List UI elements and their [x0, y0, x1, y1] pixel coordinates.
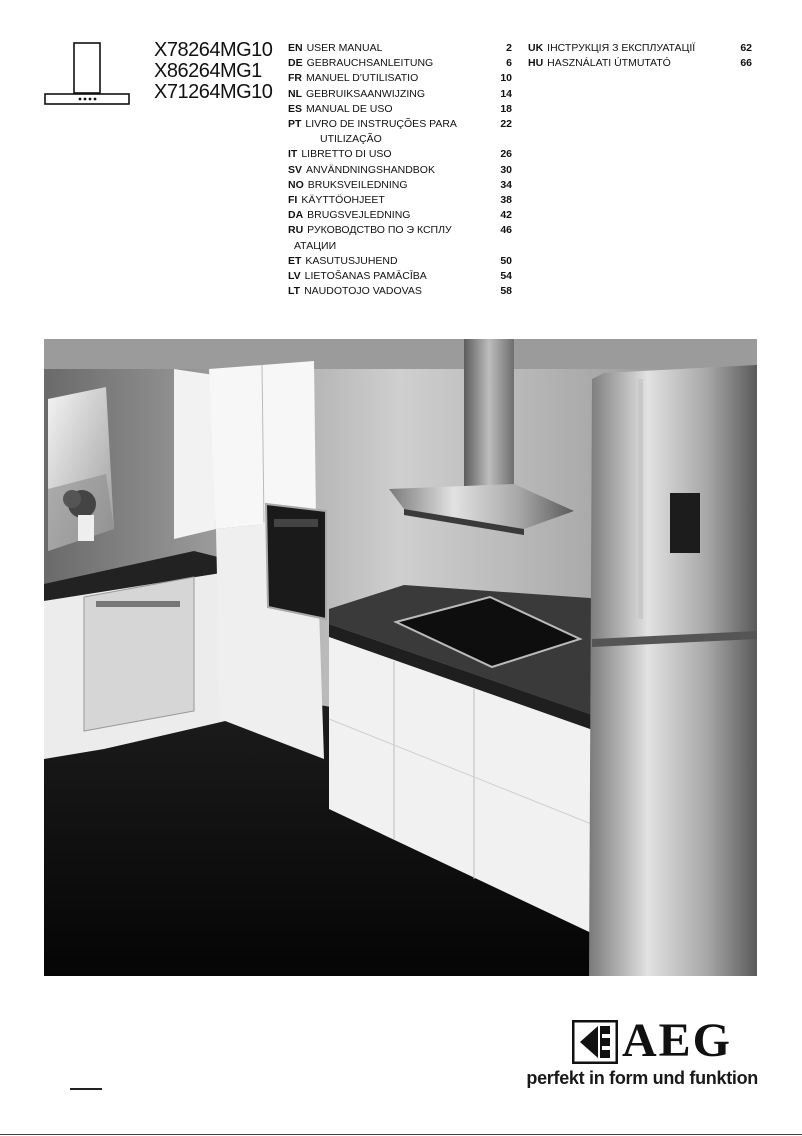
toc-entry-lv[interactable]: LV LIETOŠANAS PAMĀCĪBA 54	[288, 270, 512, 283]
table-of-contents-left	[288, 41, 512, 299]
model-list	[154, 40, 284, 103]
toc-entry-no[interactable]: NO BRUKSVEILEDNING 34	[288, 178, 512, 191]
toc-entry-sv[interactable]: SV ANVÄNDNINGSHANDBOK 30	[288, 163, 512, 176]
toc-entry-uk[interactable]: UK ІНСТРУКЦІЯ З ЕКСПЛУАТАЦІЇ 62	[528, 42, 752, 54]
toc-entry-fr[interactable]: FR MANUEL D'UTILISATIO 10	[288, 72, 512, 85]
divider	[70, 1088, 102, 1090]
toc-entry-da[interactable]: DA BRUGSVEJLEDNING 42	[288, 209, 512, 222]
toc-entry-lt[interactable]: LT NAUDOTOJO VADOVAS 58	[288, 285, 512, 298]
toc-entry-es[interactable]: ES MANUAL DE USO 18	[288, 102, 512, 115]
model-number: X71264MG10	[154, 81, 273, 103]
toc-entry-it[interactable]: IT LIBRETTO DI USO 26	[288, 148, 512, 161]
kitchen-photo	[44, 339, 757, 976]
table-of-contents-right	[528, 41, 752, 71]
brand-slogan: perfekt in form und funktion	[526, 1068, 758, 1088]
cooker-hood-icon	[44, 42, 130, 108]
brand-name: AEG	[622, 1014, 733, 1067]
toc-entry-en[interactable]: EN USER MANUAL 2	[288, 42, 512, 54]
toc-entry-de[interactable]: DE GEBRAUCHSANLEITUNG 6	[288, 57, 512, 70]
toc-entry-ru[interactable]: RU РУКОВОДСТВО ПО Э КСПЛУ 46 АТАЦИИ	[288, 224, 512, 252]
toc-entry-pt[interactable]: PT LIVRO DE INSTRUÇÕES PARA 22 UTILIZAÇÃO	[288, 118, 512, 146]
divider	[0, 1134, 802, 1135]
model-number: X86264MG1	[154, 60, 262, 82]
toc-entry-fi[interactable]: FI KÄYTTÖOHJEET 38	[288, 194, 512, 207]
model-number: X78264MG10	[154, 39, 273, 61]
kitchen-illustration	[44, 339, 757, 976]
toc-entry-hu[interactable]: HU HASZNÁLATI ÚTMUTATÓ 66	[528, 57, 752, 70]
toc-entry-nl[interactable]: NL GEBRUIKSAANWIJZING 14	[288, 87, 512, 100]
aeg-logo-icon	[572, 1020, 618, 1064]
aeg-logo	[572, 1014, 758, 1067]
toc-entry-et[interactable]: ET KASUTUSJUHEND 50	[288, 254, 512, 267]
